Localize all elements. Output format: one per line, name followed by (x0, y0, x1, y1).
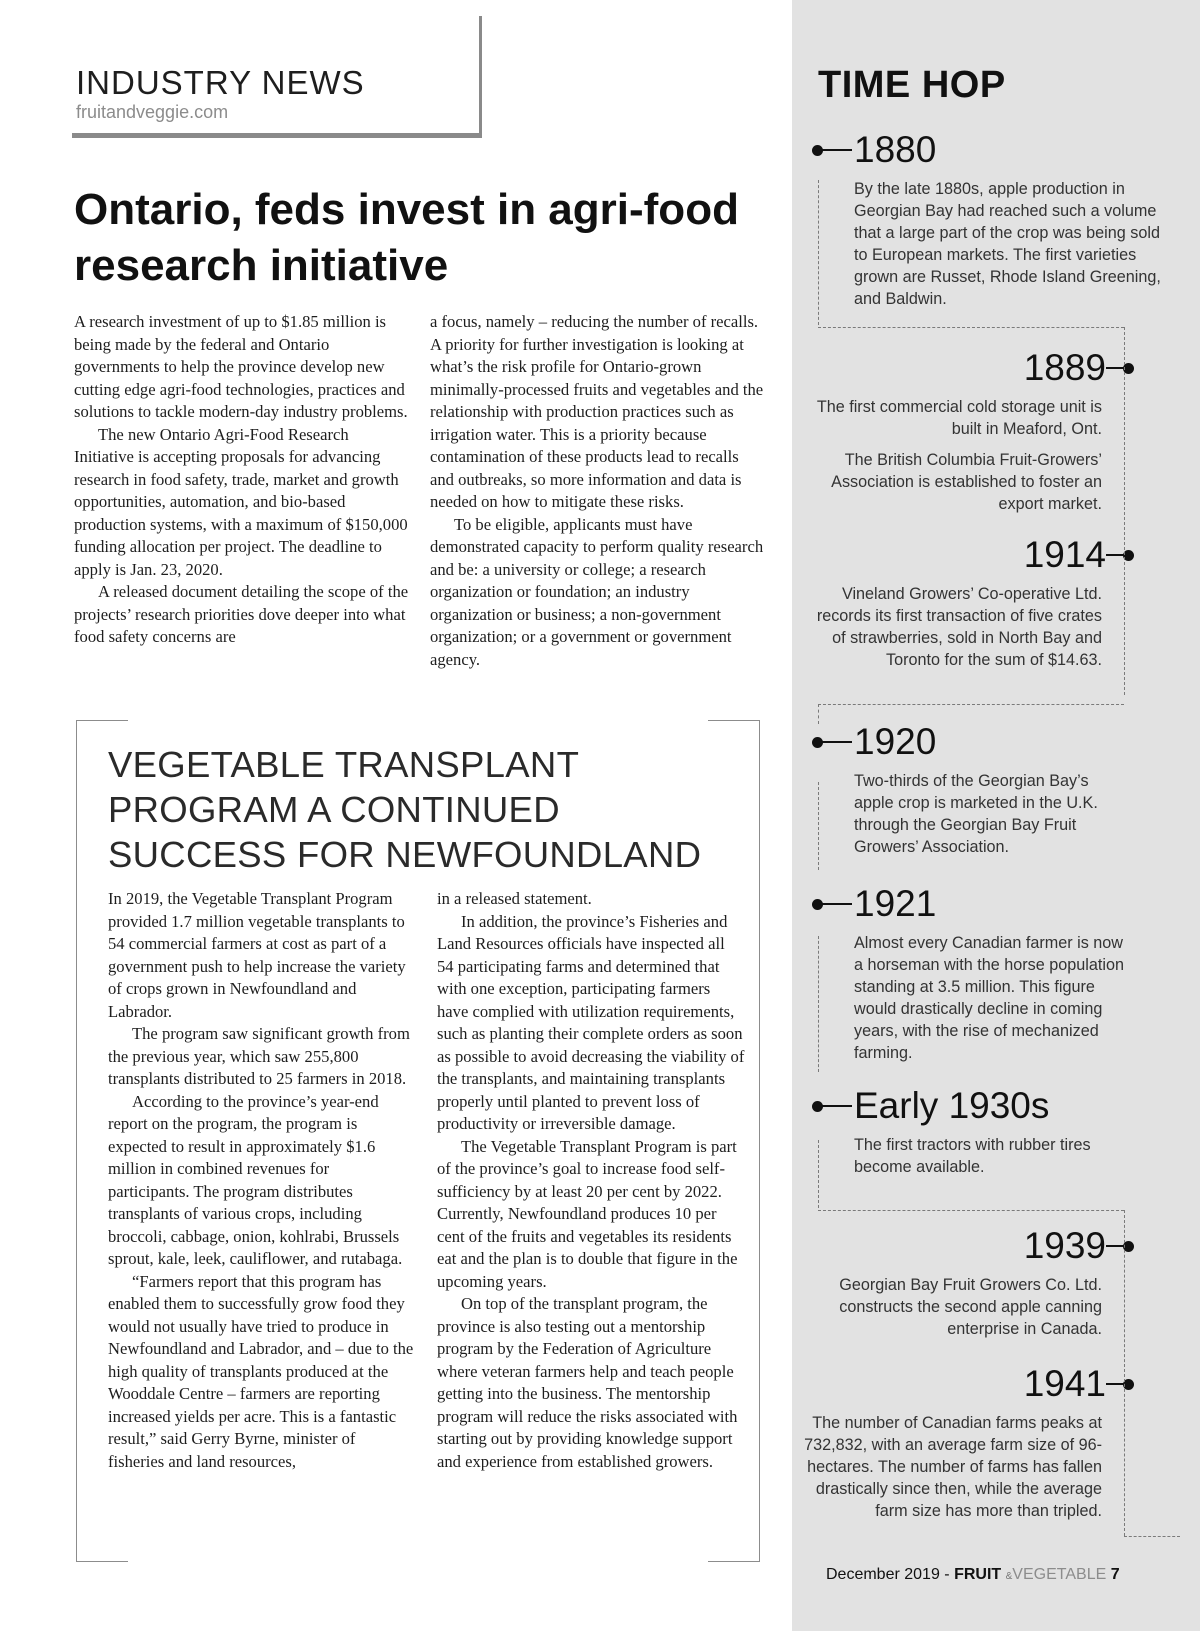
timeline-dash (818, 1140, 819, 1208)
article-paragraph: a focus, namely – reducing the number of recalls. A priority for further investigation is looking at what’s the risk profile for Ontario-grown minimally-processed fruits and vegetables and the relationship with production practices such as irrigation water. This is a priority because contamination of these products lead to recalls and outbreaks, so more information and data is needed on how to mitigate these risks. (430, 312, 764, 511)
timeline-entry-early-1930s (812, 1084, 1132, 1178)
timeline-entry-1914 (800, 533, 1134, 671)
timeline-connector (1106, 1245, 1124, 1247)
box-corner (708, 1510, 760, 1562)
boxed-paragraph: According to the province’s year-end report on the program, the program is expected to result in approximately $1.6 million in combined revenues for participants. The program distributes transplants of various crops, including broccoli, cabbage, onion, kohlrabi, Brussels sprout, kale, leek, cauliflower, and rutabaga. (108, 1091, 403, 1268)
boxed-paragraph: In 2019, the Vegetable Transplant Program provided 1.7 million vegetable transplants to 54 commercial farmers at cost as part of a government push to help increase the variety of crops grown in Newfoundland and Labrador. (108, 889, 406, 1021)
timeline-text: The number of Canadian farms peaks at 732,832, with an average farm size of 96-hectares. The number of farms has fallen drastically since then, while the average farm size has more than tripled. (804, 1414, 1102, 1520)
article-paragraph: A released document detailing the scope of the projects’ research priorities dove deeper into what food safety concerns are (74, 582, 409, 646)
timeline-entry-1941 (800, 1362, 1134, 1522)
timeline-dash (818, 704, 819, 724)
timeline-text: The first tractors with rubber tires become available. (854, 1136, 1091, 1176)
timeline-dash (1124, 1210, 1125, 1536)
boxed-paragraph: On top of the transplant program, the province is also testing out a mentorship program by the Federation of Agriculture where veteran farmers help and teach people getting into the business. The mentorship program will reduce the risks associated with starting out by providing knowledge support and experience from established growers. (437, 1294, 738, 1471)
timeline-year: 1939 (1023, 1225, 1106, 1266)
footer-date: December 2019 - (826, 1566, 955, 1583)
timeline-year: Early 1930s (854, 1085, 1050, 1126)
footer-magazine-vegetable: VEGETABLE (1012, 1566, 1107, 1583)
timeline-dash (1124, 327, 1125, 695)
timeline-dash (818, 936, 819, 1072)
timeline-text: The first commercial cold storage unit is built in Meaford, Ont. (816, 398, 1102, 438)
timeline-dash (818, 327, 1124, 328)
article-paragraph: To be eligible, applicants must have demonstrated capacity to perform quality research and be: a university or college; a research organization or foundation; an industry organization or business; a non-government organization; or a government or government agency. (430, 514, 764, 669)
timeline-text: Two-thirds of the Georgian Bay’s apple crop is marketed in the U.K. through the Georgian Bay Fruit Growers’ Association. (854, 772, 1098, 856)
timeline-connector (822, 903, 852, 905)
timeline-connector (1106, 554, 1124, 556)
boxed-paragraph: The Vegetable Transplant Program is part of the province’s goal to increase food self-sufficiency by at least 20 per cent by 2022. Currently, Newfoundland produces 10 per cent of the fruits and vegetables its residents eat and the plan is to double that figure in the upcoming years. (437, 1136, 738, 1291)
boxed-paragraph: In addition, the province’s Fisheries and Land Resources officials have inspected all 54 participating farms and determined that with one exception, participating farmers have complied with utilization requirements, such as planting their complete orders as soon as possible to avoid decreasing the viability of the transplants, and maintaining transplants properly until planted to prevent loss of productivity or irreversible damage. (437, 911, 745, 1133)
timeline-dash (1124, 1536, 1180, 1537)
timeline-text: By the late 1880s, apple production in Georgian Bay had reached such a volume that a large part of the crop was being sold to European markets. The first varieties grown are Russet, Rhode Island Greening, and Baldwin. (854, 180, 1161, 308)
timeline-year: 1880 (854, 129, 937, 170)
timeline-connector (1106, 1383, 1124, 1385)
boxed-paragraph: The program saw significant growth from the previous year, which saw 255,800 transplants distributed to 25 farmers in 2018. (108, 1024, 410, 1088)
timeline-dash (818, 704, 1124, 705)
timeline-text: Vineland Growers’ Co-operative Ltd. records its first transaction of five crates of strawberries, sold in North Bay and Toronto for the sum of $14.63. (816, 585, 1102, 669)
timeline-dash (818, 1210, 1124, 1211)
timeline-connector (822, 1105, 852, 1107)
boxed-paragraph: “Farmers report that this program has enabled them to successfully grow food they would not usually have tried to produce in Newfoundland and Labrador, and – due to the high quality of transplants produced at the Wooddale Centre – farmers are reporting increased yields per acre. This is a fantastic result,” said Gerry Byrne, minister of fisheries and land resources, (108, 1271, 414, 1471)
timeline-entry-1920 (812, 720, 1112, 858)
site-url: fruitandveggie.com (76, 102, 229, 122)
footer-magazine-fruit: FRUIT (954, 1566, 1002, 1583)
section-header (72, 16, 482, 138)
boxed-article-title: VEGETABLE TRANSPLANT PROGRAM A CONTINUED SUCCESS FOR NEWFOUNDLAND (108, 744, 702, 875)
footer-ampersand: & (1005, 1571, 1013, 1582)
article-headline: Ontario, feds invest in agri-food research initiative (74, 185, 739, 290)
section-label: INDUSTRY NEWS (76, 64, 365, 101)
timeline-year: 1914 (1023, 534, 1106, 575)
timeline-dash (818, 180, 819, 325)
timeline-year: 1921 (854, 883, 937, 924)
timeline-entry-1889 (800, 346, 1134, 515)
timeline-year: 1941 (1023, 1363, 1106, 1404)
box-border-right (759, 720, 760, 1562)
timeline-text: Georgian Bay Fruit Growers Co. Ltd. constructs the second apple canning enterprise in Canada. (839, 1276, 1102, 1338)
timeline-text: Almost every Canadian farmer is now a horseman with the horse population standing at 3.5 million. This figure would drastically decline in coming years, with the rise of mechanized farming. (854, 934, 1124, 1062)
box-border-left (76, 720, 77, 1562)
timeline-entry-1921 (812, 882, 1132, 1064)
boxed-column-1 (108, 888, 414, 1473)
timeline-entry-1939 (800, 1224, 1134, 1340)
box-corner (76, 1510, 128, 1562)
timeline-connector (1106, 367, 1124, 369)
timeline-connector (822, 149, 852, 151)
timeline-entry-1880 (812, 128, 1162, 310)
article-column-2 (430, 311, 764, 671)
page-footer (826, 1566, 1120, 1584)
article-column-1 (74, 311, 410, 649)
timeline-text: The British Columbia Fruit-Growers’ Association is established to foster an export market. (831, 451, 1102, 513)
timeline-year: 1920 (854, 721, 937, 762)
timeline-dash (818, 782, 819, 870)
article-paragraph: A research investment of up to $1.85 million is being made by the federal and Ontario governments to help the province develop new cutting edge agri-food technologies, practices and solutions to tackle modern-day industry problems. (74, 312, 408, 421)
boxed-column-2 (437, 888, 745, 1473)
timehop-title: TIME HOP (818, 64, 1006, 106)
article-paragraph: The new Ontario Agri-Food Research Initiative is accepting proposals for advancing research in food safety, trade, market and growth opportunities, automation, and bio-based production systems, with a maximum of $150,000 funding allocation per project. The deadline to apply is Jan. 23, 2020. (74, 424, 408, 579)
page-number: 7 (1110, 1566, 1120, 1583)
boxed-paragraph: in a released statement. (437, 889, 592, 908)
timeline-connector (822, 741, 852, 743)
timeline-year: 1889 (1023, 347, 1106, 388)
